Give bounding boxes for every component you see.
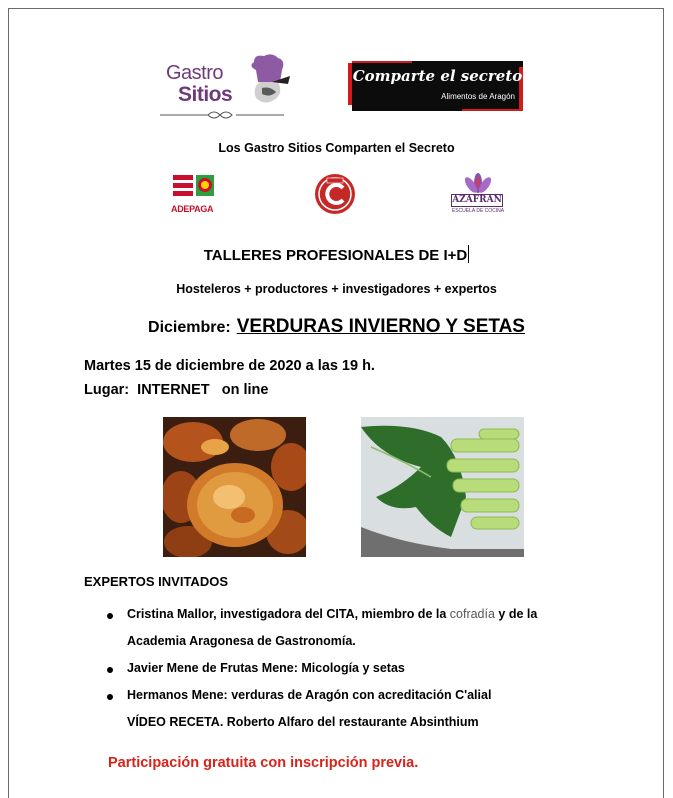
- event-date: Martes 15 de diciembre de 2020 a las 19 h.: [84, 358, 375, 374]
- subtitle: Los Gastro Sitios Comparten el Secreto: [218, 141, 455, 155]
- participation-note: Participación gratuita con inscripción previa.: [108, 755, 419, 771]
- bullet-icon: [107, 667, 113, 673]
- adepaga-flag-icon: [170, 172, 216, 204]
- tagline: Hosteleros + productores + investigadores + expertos: [176, 282, 497, 296]
- logo-text-comparte: Comparte el secreto: [352, 67, 523, 85]
- expert-item-1-line2: Academia Aragonesa de Gastronomía.: [127, 634, 356, 648]
- chef-hat-icon: [242, 52, 292, 107]
- workshop-heading-text: TALLERES PROFESIONALES DE I+D: [203, 247, 468, 264]
- expert-item-1: [127, 607, 537, 621]
- month-label: Diciembre:: [148, 319, 231, 336]
- calial-seal-logo: [313, 172, 357, 216]
- logo-text-adepaga: ADEPAGA: [171, 204, 214, 214]
- saffron-flower-icon: [449, 171, 507, 195]
- logo-text-gastro: Gastro: [166, 62, 224, 84]
- bullet-icon: [107, 694, 113, 700]
- document-page: [8, 8, 664, 798]
- expert-1-text-a: Cristina Mallor, investigadora del CITA, miembro de la: [127, 607, 450, 621]
- azafran-logo: [449, 171, 507, 217]
- logo-text-azafran: AZAFRAN: [452, 195, 502, 205]
- month-theme: [0, 316, 673, 338]
- bullet-icon: [107, 613, 113, 619]
- adepaga-logo: [170, 172, 216, 216]
- mushrooms-photo: [163, 417, 306, 557]
- expert-item-3: Hermanos Mene: verduras de Aragón con acreditación C'alial: [127, 688, 492, 702]
- experts-heading: EXPERTOS INVITADOS: [84, 574, 228, 589]
- logo-text-sitios: Sitios: [178, 83, 233, 106]
- comparte-el-secreto-logo: [352, 61, 523, 111]
- workshop-heading: [0, 245, 673, 264]
- theme-title: VERDURAS INVIERNO Y SETAS: [236, 316, 525, 337]
- gastro-sitios-logo: [152, 50, 292, 125]
- celery-photo: [361, 417, 524, 557]
- expert-1-text-b: y de la: [494, 607, 538, 621]
- text-cursor: [468, 245, 469, 263]
- logo-text-alimentos: Alimentos de Aragón: [441, 92, 515, 101]
- expert-item-3-line2: VÍDEO RECETA. Roberto Alfaro del restaurante Absinthium: [127, 715, 479, 729]
- logo-text-escuela: ESCUELA DE COCINA: [451, 208, 505, 214]
- expert-item-2: Javier Mene de Frutas Mene: Micología y setas: [127, 661, 405, 675]
- calial-seal-icon: [313, 172, 357, 216]
- expert-1-highlight: cofradía: [449, 607, 495, 621]
- event-place: Lugar: INTERNET on line: [84, 382, 269, 398]
- ornament-icon: [156, 108, 288, 122]
